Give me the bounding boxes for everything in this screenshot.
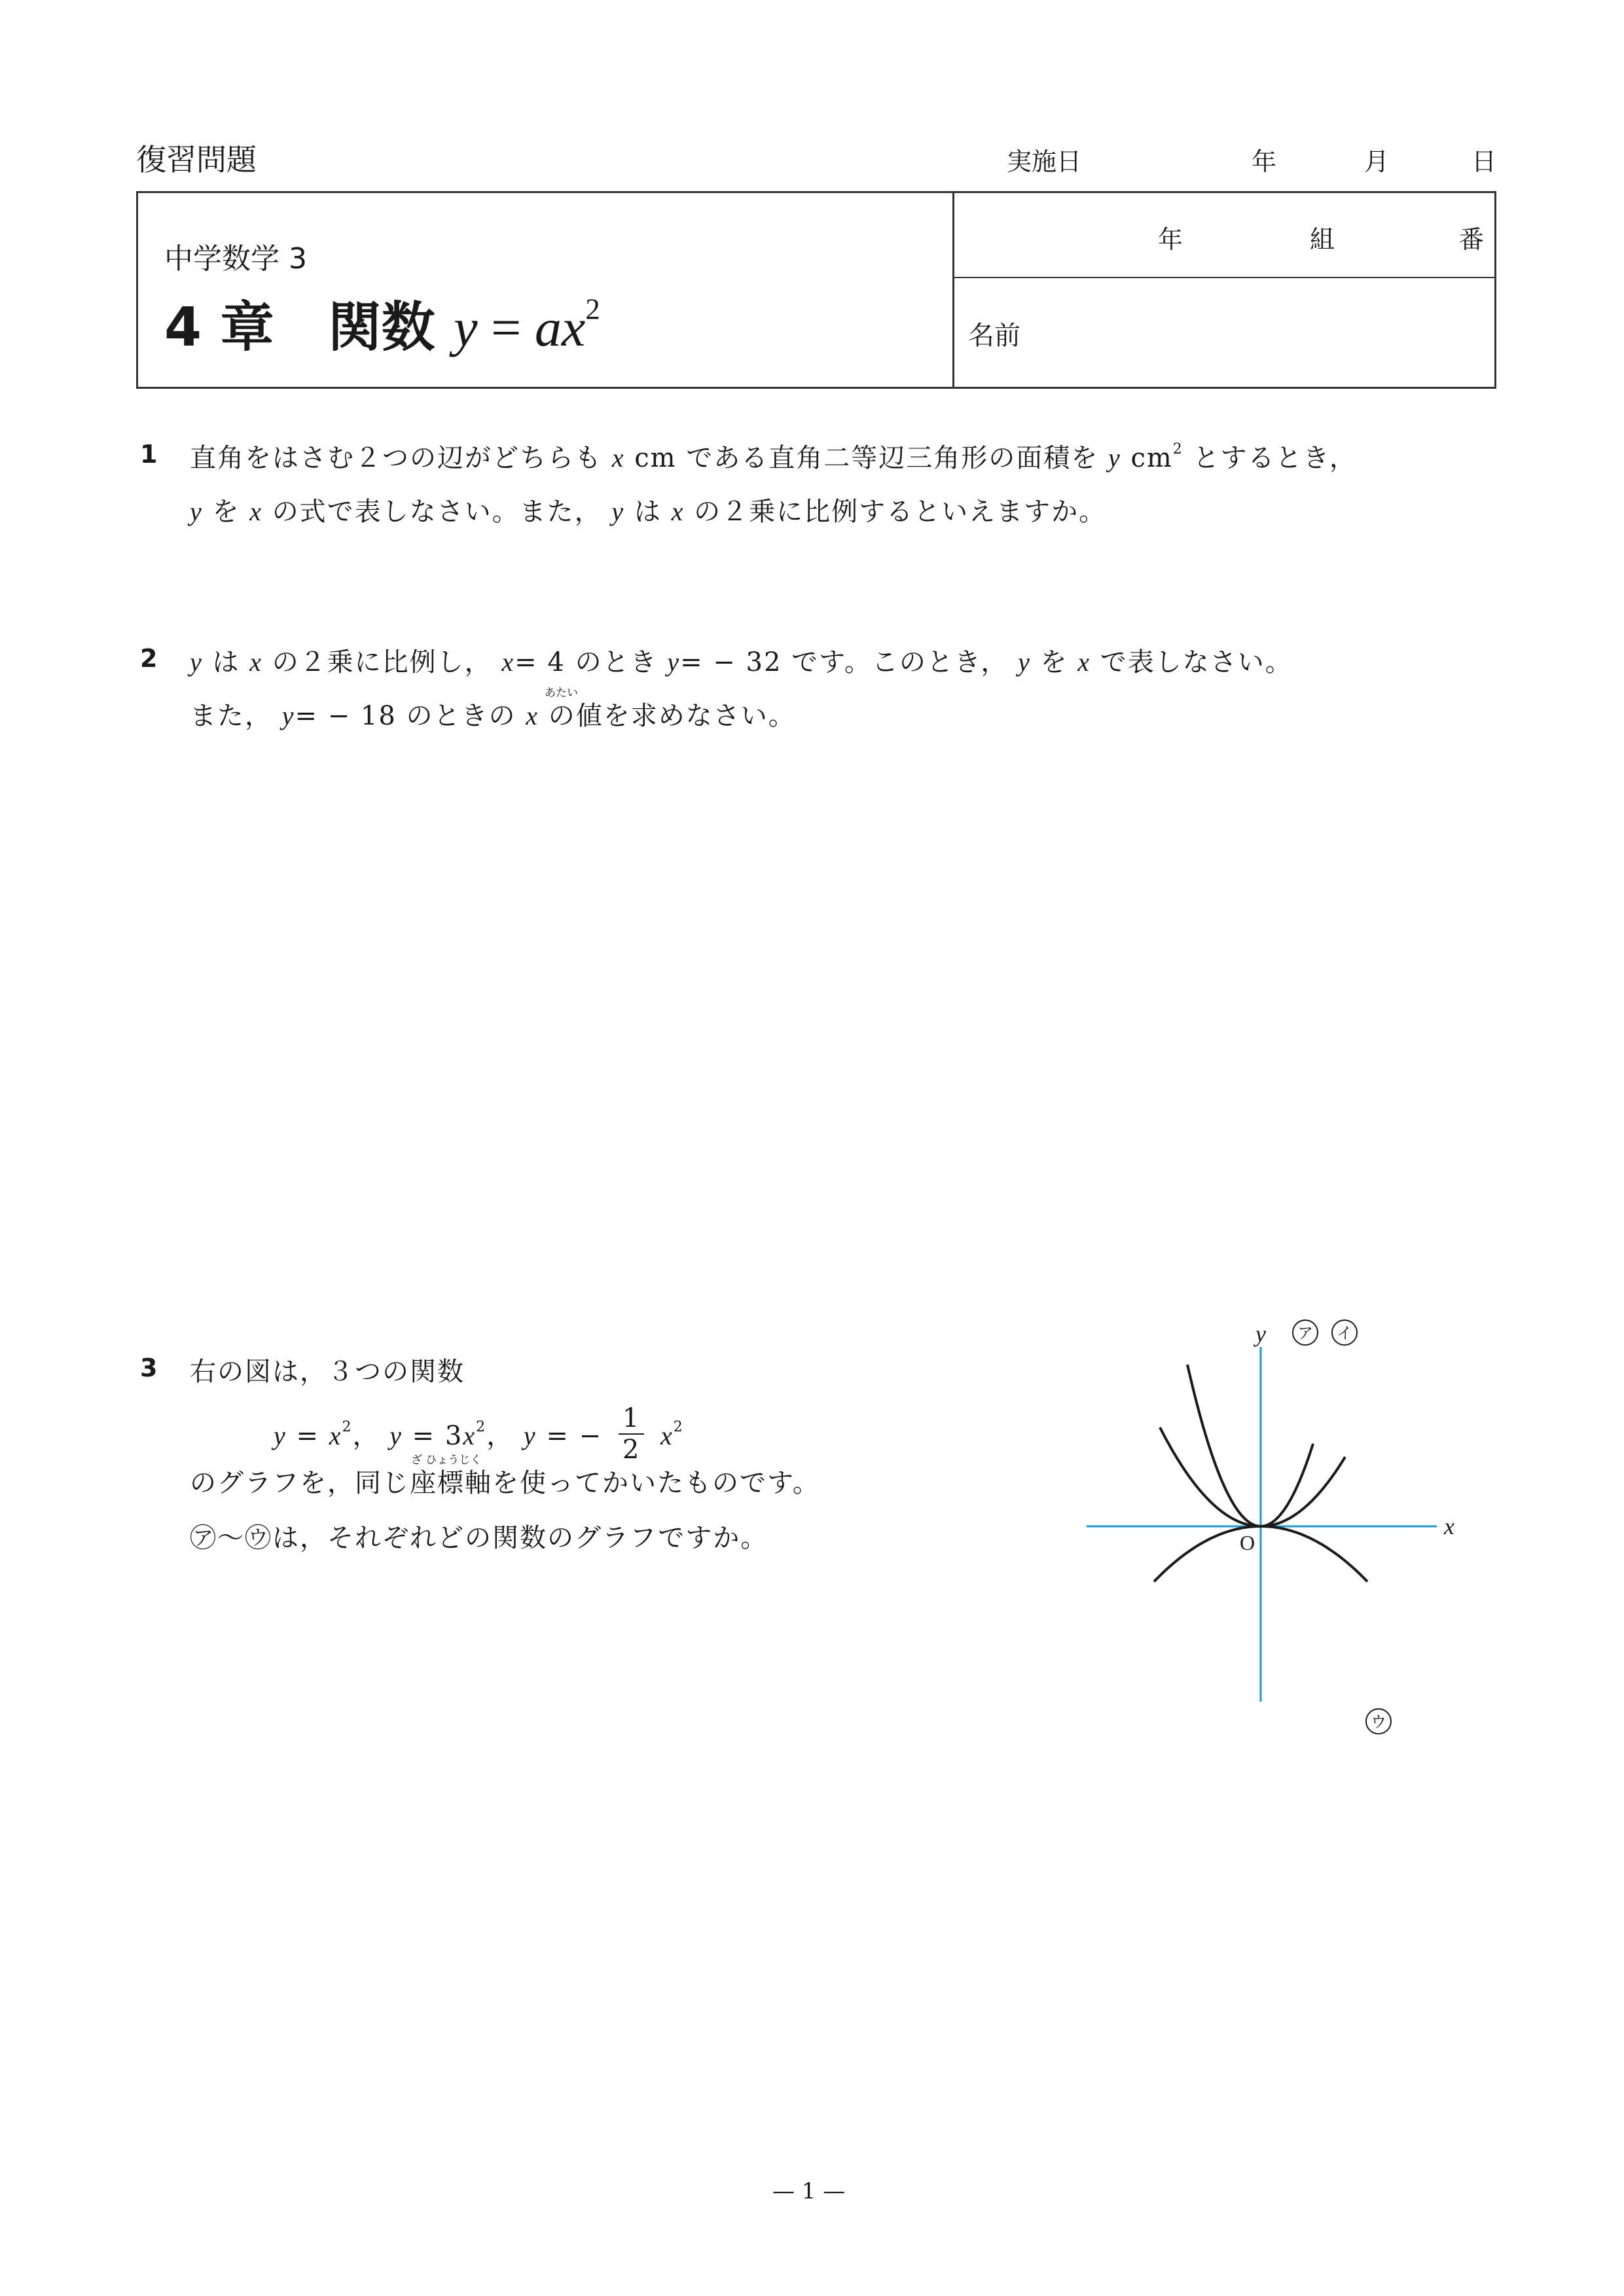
label-i: イ — [1337, 1324, 1352, 1342]
label-i-marker — [1332, 1320, 1357, 1345]
question-2-line-2: また， y= − 18 のときの x の値を求めなさい。 — [190, 701, 796, 731]
date-label: 実施日 — [1007, 147, 1082, 176]
curve-a — [1187, 1365, 1313, 1526]
info-box — [136, 191, 1496, 389]
label-a: ア — [1297, 1324, 1313, 1342]
ruby-atai: あたい — [545, 687, 578, 700]
class-year-label: 年 — [1158, 225, 1183, 254]
subject-label: 中学数学 3 — [164, 242, 307, 276]
date-field — [1007, 141, 1496, 174]
question-3-line-1: 右の図は，３つの関数 — [190, 1357, 465, 1387]
info-box-divider — [952, 277, 1494, 278]
question-1-number: 1 — [140, 440, 158, 469]
question-2-line-1: y は x の２乗に比例し， x= 4 のとき y= − 32 です。このとき， y を x で表しなさい。 — [190, 647, 1293, 677]
question-2-number: 2 — [140, 644, 158, 673]
review-title: 復習問題 — [136, 142, 257, 177]
info-box-divider — [952, 193, 954, 387]
page-number: — 1 — — [772, 2178, 846, 2204]
label-u-marker — [1366, 1709, 1391, 1734]
question-3-number: 3 — [140, 1354, 158, 1382]
chapter-title — [164, 285, 600, 361]
label-u: ウ — [1371, 1713, 1386, 1731]
curve-i — [1160, 1427, 1345, 1526]
class-group-label: 組 — [1310, 225, 1335, 254]
chapter-formula: $y = ax^2$ — [454, 293, 600, 357]
fraction-one-half: $\frac{1}{2}$ — [619, 1403, 644, 1465]
question-1-line-2: y を x の式で表しなさい。また， y は x の２乗に比例するといえますか。 — [190, 497, 1107, 527]
question-3-functions: $y = x^2$， $y = 3x^2$， y = − $\frac{1}{2}$ $x^2$ — [274, 1403, 684, 1465]
label-a-marker — [1293, 1320, 1318, 1345]
year-unit: 年 — [1252, 147, 1277, 176]
parabola-graph — [1074, 1316, 1466, 1748]
day-unit: 日 — [1471, 147, 1497, 176]
ruby-zahyoujiku: ざ ひょうじく — [411, 1454, 482, 1467]
class-number-label: 番 — [1459, 225, 1485, 254]
chapter-prefix: 4 章 関数 — [164, 296, 435, 359]
y-axis-label: y — [1255, 1321, 1266, 1347]
question-3-line-4: ㋐〜㋒は，それぞれどの関数のグラフですか。 — [190, 1523, 768, 1553]
question-3-line-3: のグラフを，同じ座標軸を使ってかいたものです。 — [190, 1468, 820, 1498]
question-1-line-1: 直角をはさむ２つの辺がどちらも x cm である直角二等辺三角形の面積を y $cm^2$ とするとき， — [190, 441, 1357, 473]
x-axis-label: x — [1444, 1513, 1454, 1539]
month-unit: 月 — [1364, 147, 1390, 176]
origin-label: O — [1240, 1531, 1255, 1554]
name-label: 名前 — [968, 321, 1020, 351]
